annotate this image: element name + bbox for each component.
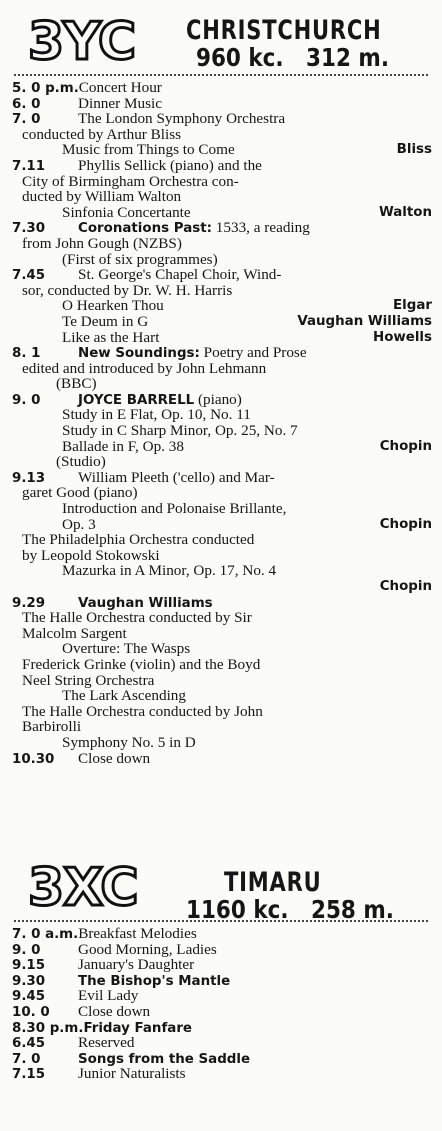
time-meridiem: a.m. <box>45 927 79 942</box>
entry-time <box>12 1005 78 1021</box>
entry-time <box>12 927 78 943</box>
callsign-logo: 3XC <box>28 858 138 918</box>
schedule-continuation <box>12 735 436 751</box>
station-frequency <box>196 44 389 72</box>
entry-text: Introduction and Polonaise Brillante, <box>62 500 287 518</box>
entry-text: Study in E Flat, Op. 10, No. 11 <box>62 406 251 424</box>
entry-text: conducted by Arthur Bliss <box>22 125 182 143</box>
time-value: 9.13 <box>12 470 46 486</box>
entry-text: (piano) <box>194 390 242 408</box>
time-value: 10. 0 <box>12 1004 50 1020</box>
entry-time <box>12 752 78 768</box>
entry-title: Vaughan Williams <box>78 595 213 611</box>
entry-text: Barbirolli <box>22 718 82 736</box>
entry-text: City of Birmingham Orchestra con- <box>22 172 239 190</box>
entry-text: Breakfast Melodies <box>78 925 197 942</box>
entry-text: Evil Lady <box>78 987 139 1005</box>
time-value: 7.11 <box>12 158 46 174</box>
time-value: 7.15 <box>12 1067 46 1083</box>
schedule-continuation <box>12 127 436 143</box>
entry-text: Frederick Grinke (violin) and the Boyd <box>22 655 261 673</box>
station-city: TIMARU <box>224 867 322 898</box>
schedule-continuation <box>12 252 436 268</box>
composer-name: Vaughan Williams <box>297 313 432 329</box>
entry-time <box>12 958 78 974</box>
entry-text: William Pleeth ('cello) and Mar- <box>78 468 275 486</box>
schedule-entry <box>12 926 436 942</box>
schedule-continuation <box>12 579 436 595</box>
composer-name: Chopin <box>379 438 432 454</box>
time-value: 8. 1 <box>12 346 41 362</box>
entry-text: O Hearken Thou <box>62 297 164 315</box>
schedule-christchurch <box>12 80 436 766</box>
schedule-entry <box>12 111 436 127</box>
frequency: 1160 kc. <box>186 895 289 924</box>
time-meridiem: p.m. <box>45 81 79 96</box>
schedule-entry <box>12 345 436 361</box>
schedule-continuation <box>12 361 436 377</box>
entry-text: (BBC) <box>56 375 97 393</box>
entry-title: Friday Fanfare <box>83 1020 192 1036</box>
entry-text: Concert Hour <box>78 79 162 96</box>
schedule-continuation <box>12 330 436 346</box>
entry-text: Close down <box>78 1002 151 1020</box>
composer-name: Walton <box>378 204 432 220</box>
schedule-continuation <box>12 610 436 626</box>
schedule-continuation <box>12 189 436 205</box>
schedule-entry <box>12 1035 436 1051</box>
entry-text: The Lark Ascending <box>62 687 186 705</box>
schedule-entry <box>12 957 436 973</box>
schedule-continuation <box>12 485 436 501</box>
schedule-entry <box>12 595 436 611</box>
schedule-continuation <box>12 407 436 423</box>
schedule-continuation <box>12 205 436 221</box>
entry-text: Neel String Orchestra <box>22 671 155 689</box>
entry-text: Reserved <box>78 1034 135 1052</box>
schedule-continuation <box>12 673 436 689</box>
entry-text: Ballade in F, Op. 38 <box>62 437 184 455</box>
callsign-logo: 3YC <box>28 12 136 72</box>
composer-name: Howells <box>372 329 432 345</box>
schedule-continuation <box>12 376 436 392</box>
schedule-entry <box>12 80 436 96</box>
time-value: 7. 0 <box>12 927 41 942</box>
schedule-continuation <box>12 283 436 299</box>
entry-text: Junior Naturalists <box>78 1065 186 1083</box>
schedule-entry <box>12 1020 436 1036</box>
entry-title: The Bishop's Mantle <box>78 973 231 989</box>
schedule-continuation <box>12 548 436 564</box>
time-value: 9.15 <box>12 958 46 974</box>
schedule-entry <box>12 942 436 958</box>
schedule-continuation <box>12 298 436 314</box>
time-value: 9.45 <box>12 989 46 1005</box>
entry-title: JOYCE BARRELL <box>78 392 195 408</box>
composer-name: Bliss <box>396 142 432 158</box>
time-value: 7.45 <box>12 268 46 284</box>
schedule-continuation <box>12 423 436 439</box>
entry-time <box>12 97 78 113</box>
schedule-entry <box>12 973 436 989</box>
time-meridiem: p.m. <box>49 1020 84 1036</box>
entry-time <box>12 943 78 959</box>
schedule-continuation <box>12 454 436 470</box>
time-value: 7. 0 <box>12 1051 41 1067</box>
schedule-entry <box>12 220 436 236</box>
entry-title: Coronations Past: <box>78 221 212 237</box>
schedule-entry <box>12 1051 436 1067</box>
entry-text: 1533, a reading <box>211 219 310 237</box>
entry-text: from John Gough (NZBS) <box>22 234 182 252</box>
schedule-entry <box>12 470 436 486</box>
schedule-continuation <box>12 174 436 190</box>
entry-text: Music from Things to Come <box>62 141 235 159</box>
composer-name: Elgar <box>393 298 432 314</box>
entry-text: The Halle Orchestra conducted by Sir <box>22 609 252 627</box>
schedule-entry <box>12 988 436 1004</box>
entry-text: Malcolm Sargent <box>22 624 127 642</box>
schedule-entry <box>12 158 436 174</box>
schedule-entry <box>12 1004 436 1020</box>
time-value: 6. 0 <box>12 96 41 112</box>
schedule-continuation <box>12 657 436 673</box>
station-city: CHRISTCHURCH <box>186 15 382 46</box>
entry-text: Te Deum in G <box>62 312 149 330</box>
frequency: 960 kc. <box>196 43 284 72</box>
entry-time <box>12 1052 78 1068</box>
schedule-continuation <box>12 532 436 548</box>
schedule-entry <box>12 751 436 767</box>
entry-text: sor, conducted by Dr. W. H. Harris <box>22 281 233 299</box>
time-value: 8.30 <box>12 1020 46 1036</box>
entry-text: Poetry and Prose <box>199 344 307 362</box>
entry-time <box>12 974 78 990</box>
entry-text: Phyllis Sellick (piano) and the <box>78 156 262 174</box>
time-value: 9.30 <box>12 973 46 989</box>
entry-text: Overture: The Wasps <box>62 640 191 658</box>
schedule-continuation <box>12 704 436 720</box>
schedule-continuation <box>12 626 436 642</box>
schedule-continuation <box>12 142 436 158</box>
entry-time <box>12 1036 78 1052</box>
time-value: 7.30 <box>12 221 46 237</box>
entry-text: January's Daughter <box>78 956 195 974</box>
time-value: 7. 0 <box>12 112 41 128</box>
time-value: 5. 0 <box>12 81 41 96</box>
schedule-continuation <box>12 563 436 579</box>
entry-text: Study in C Sharp Minor, Op. 25, No. 7 <box>62 422 298 440</box>
wavelength: 258 m. <box>311 895 394 924</box>
entry-text: Symphony No. 5 in D <box>62 733 196 751</box>
time-value: 9. 0 <box>12 942 41 958</box>
entry-text: (First of six programmes) <box>62 250 218 268</box>
time-value: 9.29 <box>12 595 46 611</box>
entry-text: Good Morning, Ladies <box>78 940 217 958</box>
entry-time <box>12 989 78 1005</box>
entry-text: Op. 3 <box>62 515 96 533</box>
entry-text: The Halle Orchestra conducted by John <box>22 702 263 720</box>
entry-text: Close down <box>78 749 151 767</box>
schedule-continuation <box>12 314 436 330</box>
schedule-timaru <box>12 926 436 1082</box>
schedule-entry <box>12 96 436 112</box>
entry-text: St. George's Chapel Choir, Wind- <box>78 266 282 284</box>
schedule-continuation <box>12 439 436 455</box>
entry-text: Mazurka in A Minor, Op. 17, No. 4 <box>62 562 277 580</box>
schedule-entry <box>12 267 436 283</box>
schedule-continuation <box>12 517 436 533</box>
composer-name: Chopin <box>379 516 432 532</box>
entry-text: The Philadelphia Orchestra conducted <box>22 531 255 549</box>
entry-text: The London Symphony Orchestra <box>78 110 286 128</box>
entry-text: Sinfonia Concertante <box>62 203 191 221</box>
wavelength: 312 m. <box>306 43 389 72</box>
schedule-continuation <box>12 641 436 657</box>
time-value: 9. 0 <box>12 392 41 408</box>
entry-time <box>12 1067 78 1083</box>
dotted-rule <box>14 74 428 76</box>
entry-text: ducted by William Walton <box>22 188 182 206</box>
schedule-entry <box>12 1066 436 1082</box>
entry-title: New Soundings: <box>78 346 200 362</box>
entry-time <box>12 81 79 97</box>
schedule-entry <box>12 392 436 408</box>
entry-time <box>12 1021 83 1037</box>
dotted-rule <box>14 920 428 922</box>
time-value: 6.45 <box>12 1036 46 1052</box>
entry-text: Dinner Music <box>78 94 162 112</box>
composer-name: Chopin <box>379 579 432 594</box>
entry-text: (Studio) <box>56 453 106 471</box>
entry-text: garet Good (piano) <box>22 484 138 502</box>
entry-text: edited and introduced by John Lehmann <box>22 359 267 377</box>
schedule-continuation <box>12 236 436 252</box>
entry-text: Like as the Hart <box>62 328 160 346</box>
schedule-continuation <box>12 688 436 704</box>
schedule-continuation <box>12 719 436 735</box>
entry-text: by Leopold Stokowski <box>22 546 160 564</box>
schedule-continuation <box>12 501 436 517</box>
time-value: 10.30 <box>12 751 55 767</box>
entry-title: Songs from the Saddle <box>78 1051 251 1067</box>
